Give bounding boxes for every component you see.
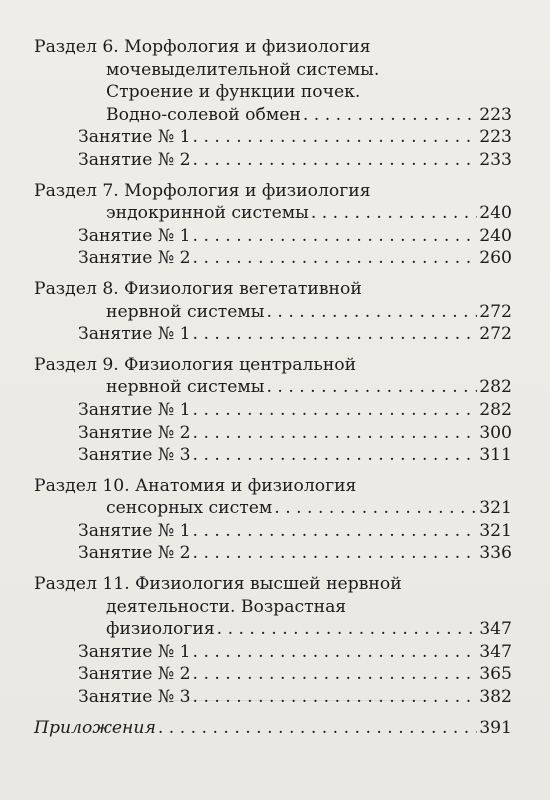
page-number: 272	[479, 301, 512, 322]
section-title-line: Раздел 8. Физиология вегетативной	[34, 278, 362, 299]
section-entry[interactable]	[34, 497, 512, 520]
page-number: 300	[479, 422, 512, 443]
section-entry[interactable]	[34, 202, 512, 225]
section-title-line: Строение и функции почек.	[106, 82, 361, 103]
page-number: 223	[479, 127, 512, 148]
lesson-label: Занятие № 1	[78, 641, 191, 662]
lesson-label: Занятие № 1	[78, 324, 191, 345]
lesson-label: Занятие № 1	[78, 520, 191, 541]
lesson-entry[interactable]	[34, 323, 512, 346]
lesson-entry[interactable]	[34, 444, 512, 467]
lesson-entry[interactable]	[34, 520, 512, 543]
lesson-label: Занятие № 3	[78, 445, 191, 466]
dot-leader	[266, 301, 477, 324]
dot-leader	[193, 641, 478, 664]
dot-leader	[193, 149, 478, 172]
dot-leader	[193, 247, 478, 270]
section-title-line: Раздел 6. Морфология и физиология	[34, 37, 371, 57]
section-entry[interactable]	[34, 376, 512, 399]
lesson-label: Занятие № 2	[78, 248, 191, 269]
page-number: 260	[479, 248, 512, 269]
lesson-label: Занятие № 3	[78, 687, 191, 708]
page-number: 311	[479, 445, 512, 466]
dot-leader	[303, 104, 477, 127]
lesson-label: Занятие № 2	[78, 543, 191, 564]
lesson-label: Занятие № 2	[78, 422, 191, 443]
dot-leader	[193, 323, 478, 346]
section-entry[interactable]	[34, 104, 512, 127]
section-title-line: Раздел 7. Морфология и физиология	[34, 180, 371, 201]
section-title-line: Раздел 9. Физиология центральной	[34, 354, 357, 375]
lesson-entry[interactable]	[34, 663, 512, 686]
page-number: 282	[479, 377, 512, 398]
table-of-contents	[34, 36, 512, 739]
dot-leader	[217, 618, 478, 641]
lesson-entry[interactable]	[34, 399, 512, 422]
page-number: 223	[479, 104, 512, 125]
dot-leader	[193, 542, 478, 565]
toc-section	[34, 475, 512, 565]
dot-leader	[193, 422, 478, 445]
toc-section	[34, 278, 512, 346]
lesson-label: Занятие № 1	[78, 399, 191, 420]
section-title-last-line: сенсорных систем	[106, 498, 273, 519]
page-number: 233	[479, 149, 512, 170]
section-title-last-line: Водно-солевой обмен	[106, 104, 301, 125]
section-title-line: Раздел 11. Физиология высшей нервной	[34, 574, 402, 595]
toc-section	[34, 573, 512, 709]
page-number: 240	[479, 203, 512, 224]
lesson-entry[interactable]	[34, 247, 512, 270]
section-entry[interactable]	[34, 301, 512, 324]
page-number: 321	[479, 498, 512, 519]
lesson-label: Занятие № 1	[78, 127, 191, 148]
dot-leader	[266, 376, 477, 399]
dot-leader	[274, 497, 477, 520]
dot-leader	[193, 225, 478, 248]
dot-leader	[193, 444, 478, 467]
page-number: 282	[479, 399, 512, 420]
page-number: 272	[479, 324, 512, 345]
dot-leader	[193, 399, 478, 422]
lesson-entry[interactable]	[34, 225, 512, 248]
lesson-label: Занятие № 2	[78, 149, 191, 170]
dot-leader	[193, 126, 478, 149]
show-through-text	[130, 700, 430, 781]
lesson-label: Занятие № 2	[78, 664, 191, 685]
toc-section	[34, 36, 512, 172]
page-number: 365	[479, 664, 512, 685]
toc-section	[34, 180, 512, 270]
section-title-line: Раздел 10. Анатомия и физиология	[34, 475, 357, 496]
lesson-entry[interactable]	[34, 542, 512, 565]
page-number: 391	[479, 717, 512, 738]
section-title-last-line: нервной системы	[106, 301, 265, 322]
lesson-entry[interactable]	[34, 149, 512, 172]
lesson-entry[interactable]	[34, 126, 512, 149]
dot-leader	[311, 202, 477, 225]
page-number: 347	[479, 619, 512, 640]
lesson-entry[interactable]	[34, 641, 512, 664]
section-title-last-line: физиология	[106, 619, 215, 640]
page-number: 336	[479, 543, 512, 564]
page-number: 240	[479, 225, 512, 246]
dot-leader	[193, 520, 478, 543]
section-title-last-line: нервной системы	[106, 377, 265, 398]
lesson-entry[interactable]	[34, 422, 512, 445]
dot-leader	[193, 663, 478, 686]
section-title-last-line: эндокринной системы	[106, 203, 309, 224]
section-entry[interactable]	[34, 618, 512, 641]
toc-section	[34, 354, 512, 467]
section-title-line: мочевыделительной системы.	[106, 59, 380, 80]
section-title-line: деятельности. Возрастная	[106, 596, 347, 617]
page-number: 382	[479, 687, 512, 708]
appendix-label: Приложения	[34, 717, 156, 738]
page-number: 321	[479, 520, 512, 541]
page-number: 347	[479, 641, 512, 662]
lesson-label: Занятие № 1	[78, 225, 191, 246]
